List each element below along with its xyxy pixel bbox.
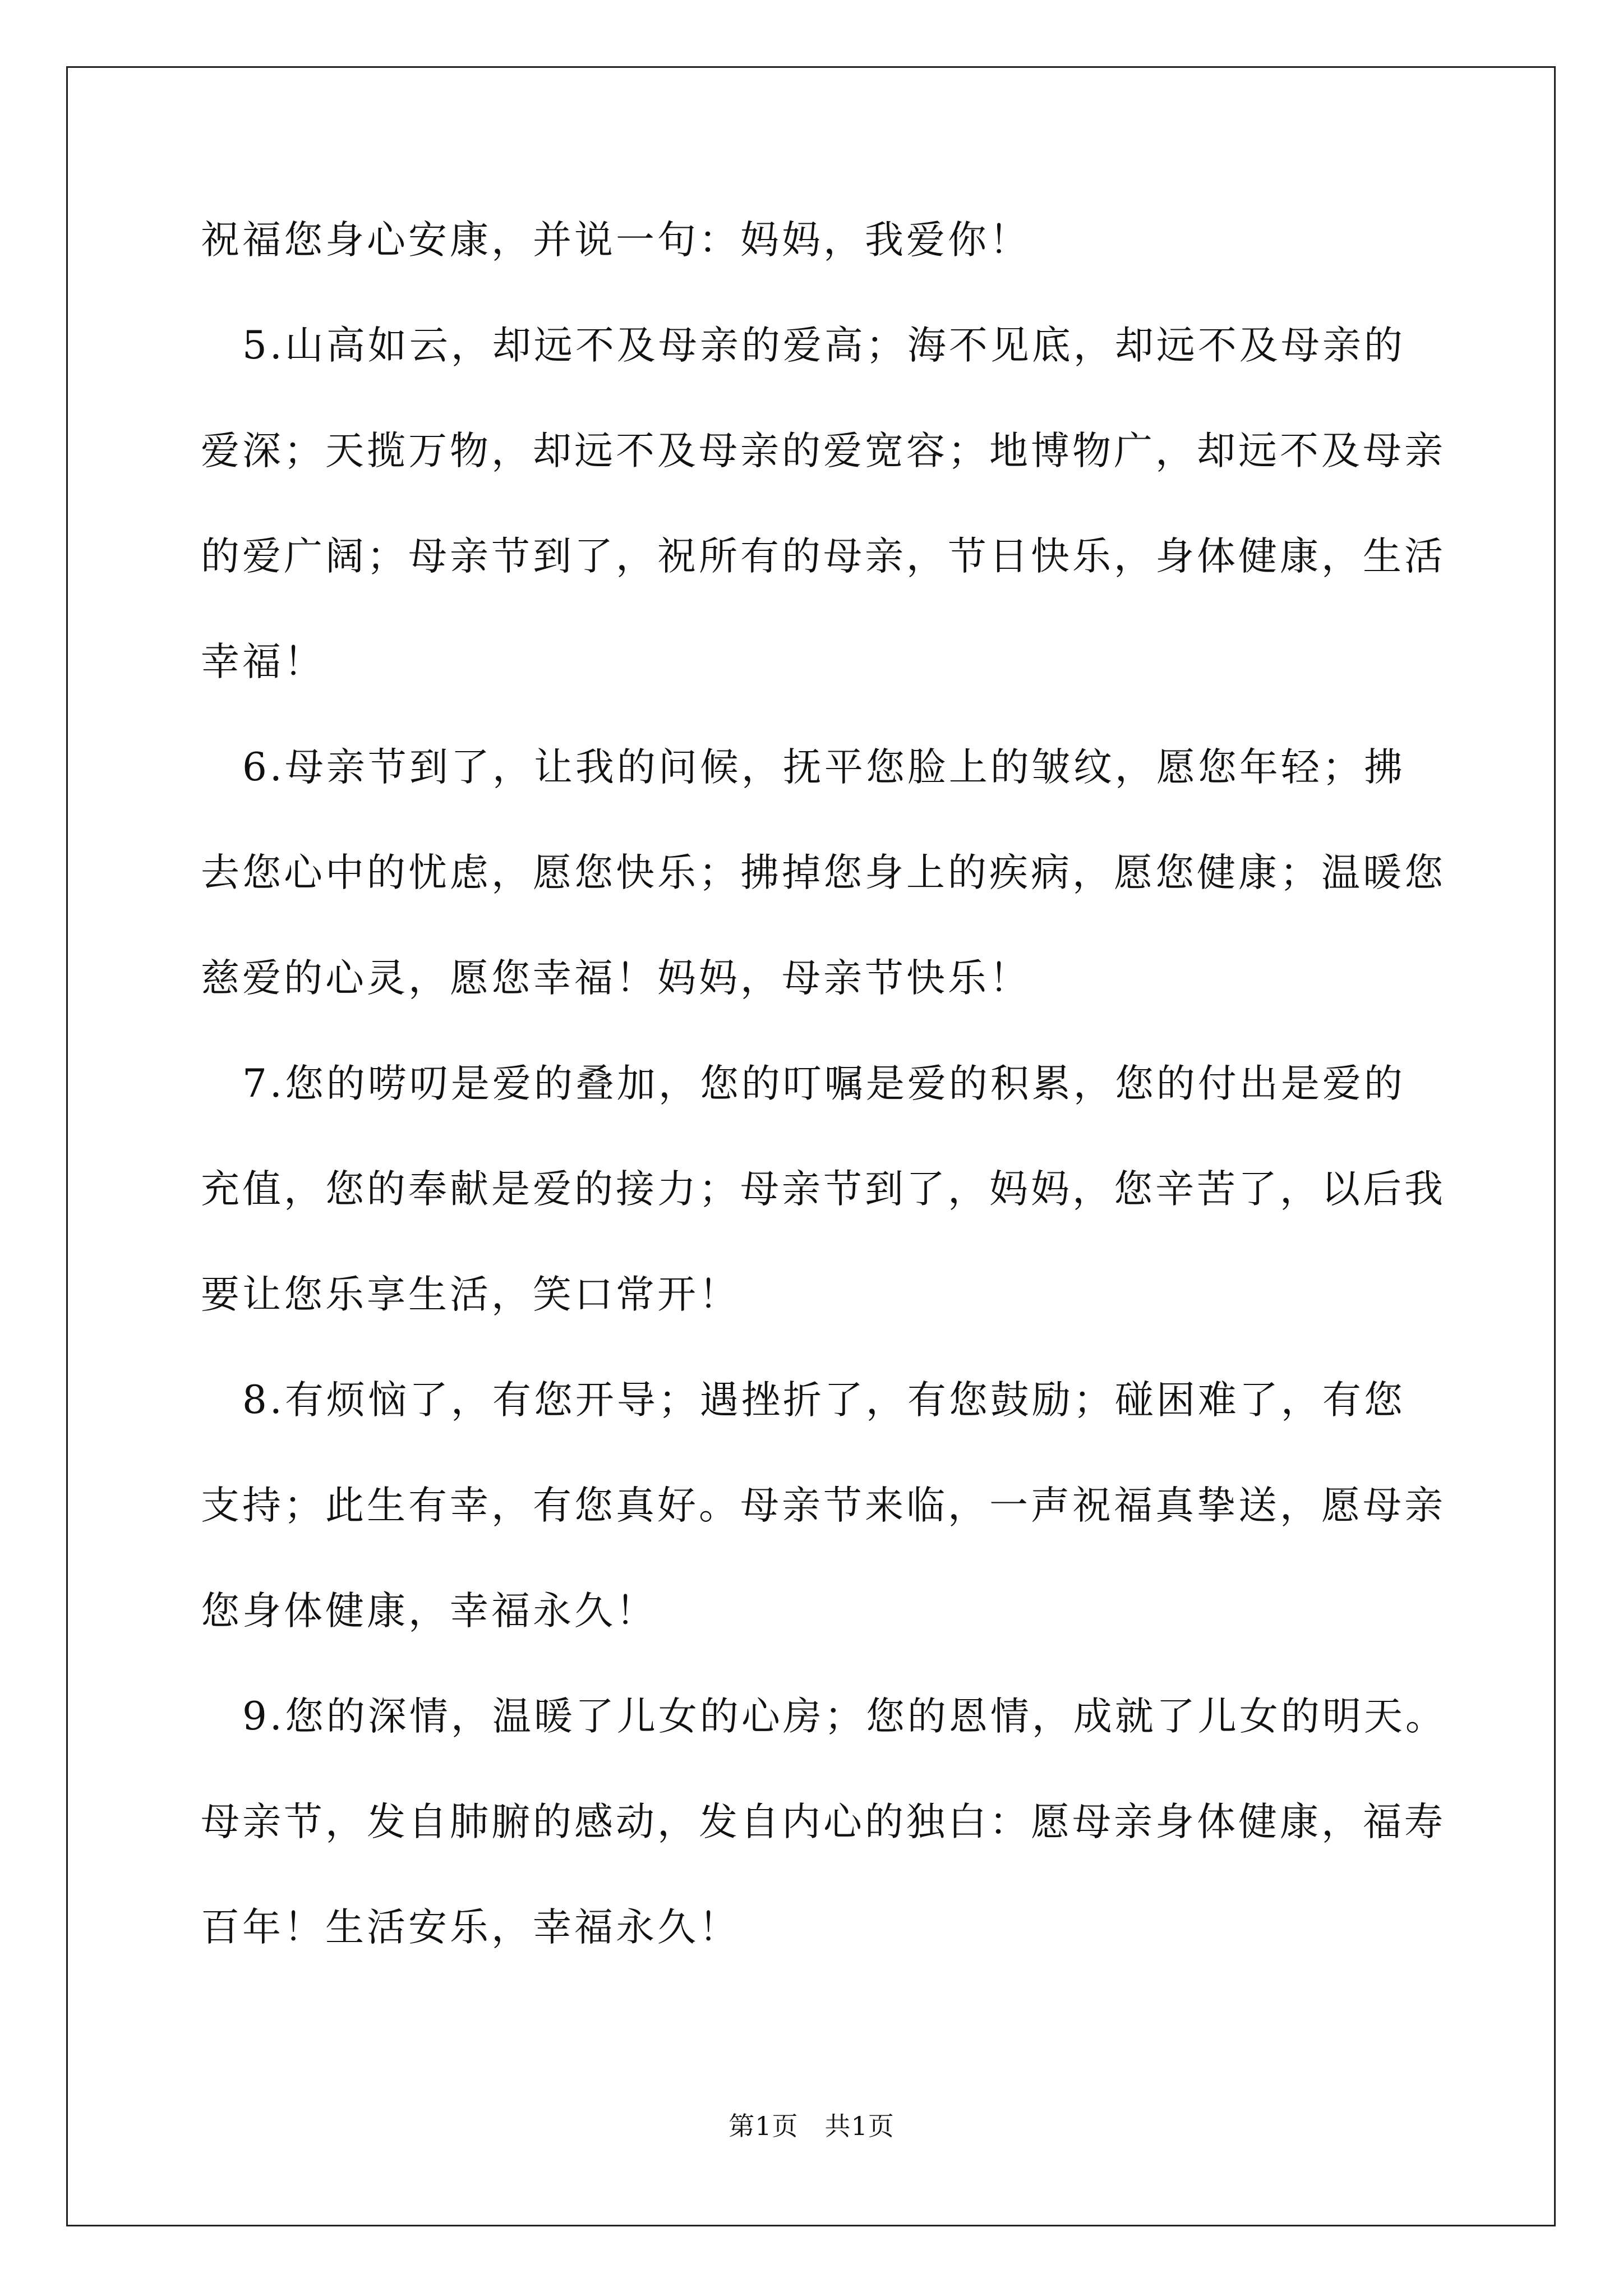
text-line: 8.有烦恼了，有您开导；遇挫折了，有您鼓励；碰困难了，有您 [201,1378,1405,1423]
text-line: 爱深；天揽万物，却远不及母亲的爱宽容；地博物广，却远不及母亲 [201,429,1446,473]
text-line: 5.山高如云，却远不及母亲的爱高；海不见底，却远不及母亲的 [201,323,1405,368]
text-line: 百年！生活安乐，幸福永久！ [201,1905,740,1950]
text-line: 慈爱的心灵，愿您幸福！妈妈，母亲节快乐！ [201,956,1031,1001]
text-line: 祝福您身心安康，并说一句：妈妈，我爱你！ [201,218,1031,263]
text-line: 7.您的唠叨是爱的叠加，您的叮嘱是爱的积累，您的付出是爱的 [201,1061,1405,1106]
text-line: 支持；此生有幸，有您真好。母亲节来临，一声祝福真挚送，愿母亲 [201,1483,1446,1528]
text-line: 幸福！ [201,639,325,684]
text-line: 9.您的深情，温暖了儿女的心房；您的恩情，成就了儿女的明天。 [201,1694,1447,1739]
text-line: 要让您乐享生活，笑口常开！ [201,1272,740,1317]
text-line: 您身体健康，幸福永久！ [201,1589,657,1634]
text-line: 的爱广阔；母亲节到了，祝所有的母亲，节日快乐，身体健康，生活 [201,534,1446,579]
text-line: 6.母亲节到了，让我的问候，抚平您脸上的皱纹，愿您年轻；拂 [201,745,1405,790]
page-number: 第1页 共1页 [728,2111,895,2141]
text-line: 母亲节，发自肺腑的感动，发自内心的独白：愿母亲身体健康，福寿 [201,1800,1446,1844]
text-line: 去您心中的忧虑，愿您快乐；拂掉您身上的疾病，愿您健康；温暖您 [201,850,1446,895]
page-border [66,66,1556,2226]
text-line: 充值，您的奉献是爱的接力；母亲节到了，妈妈，您辛苦了，以后我 [201,1167,1446,1212]
